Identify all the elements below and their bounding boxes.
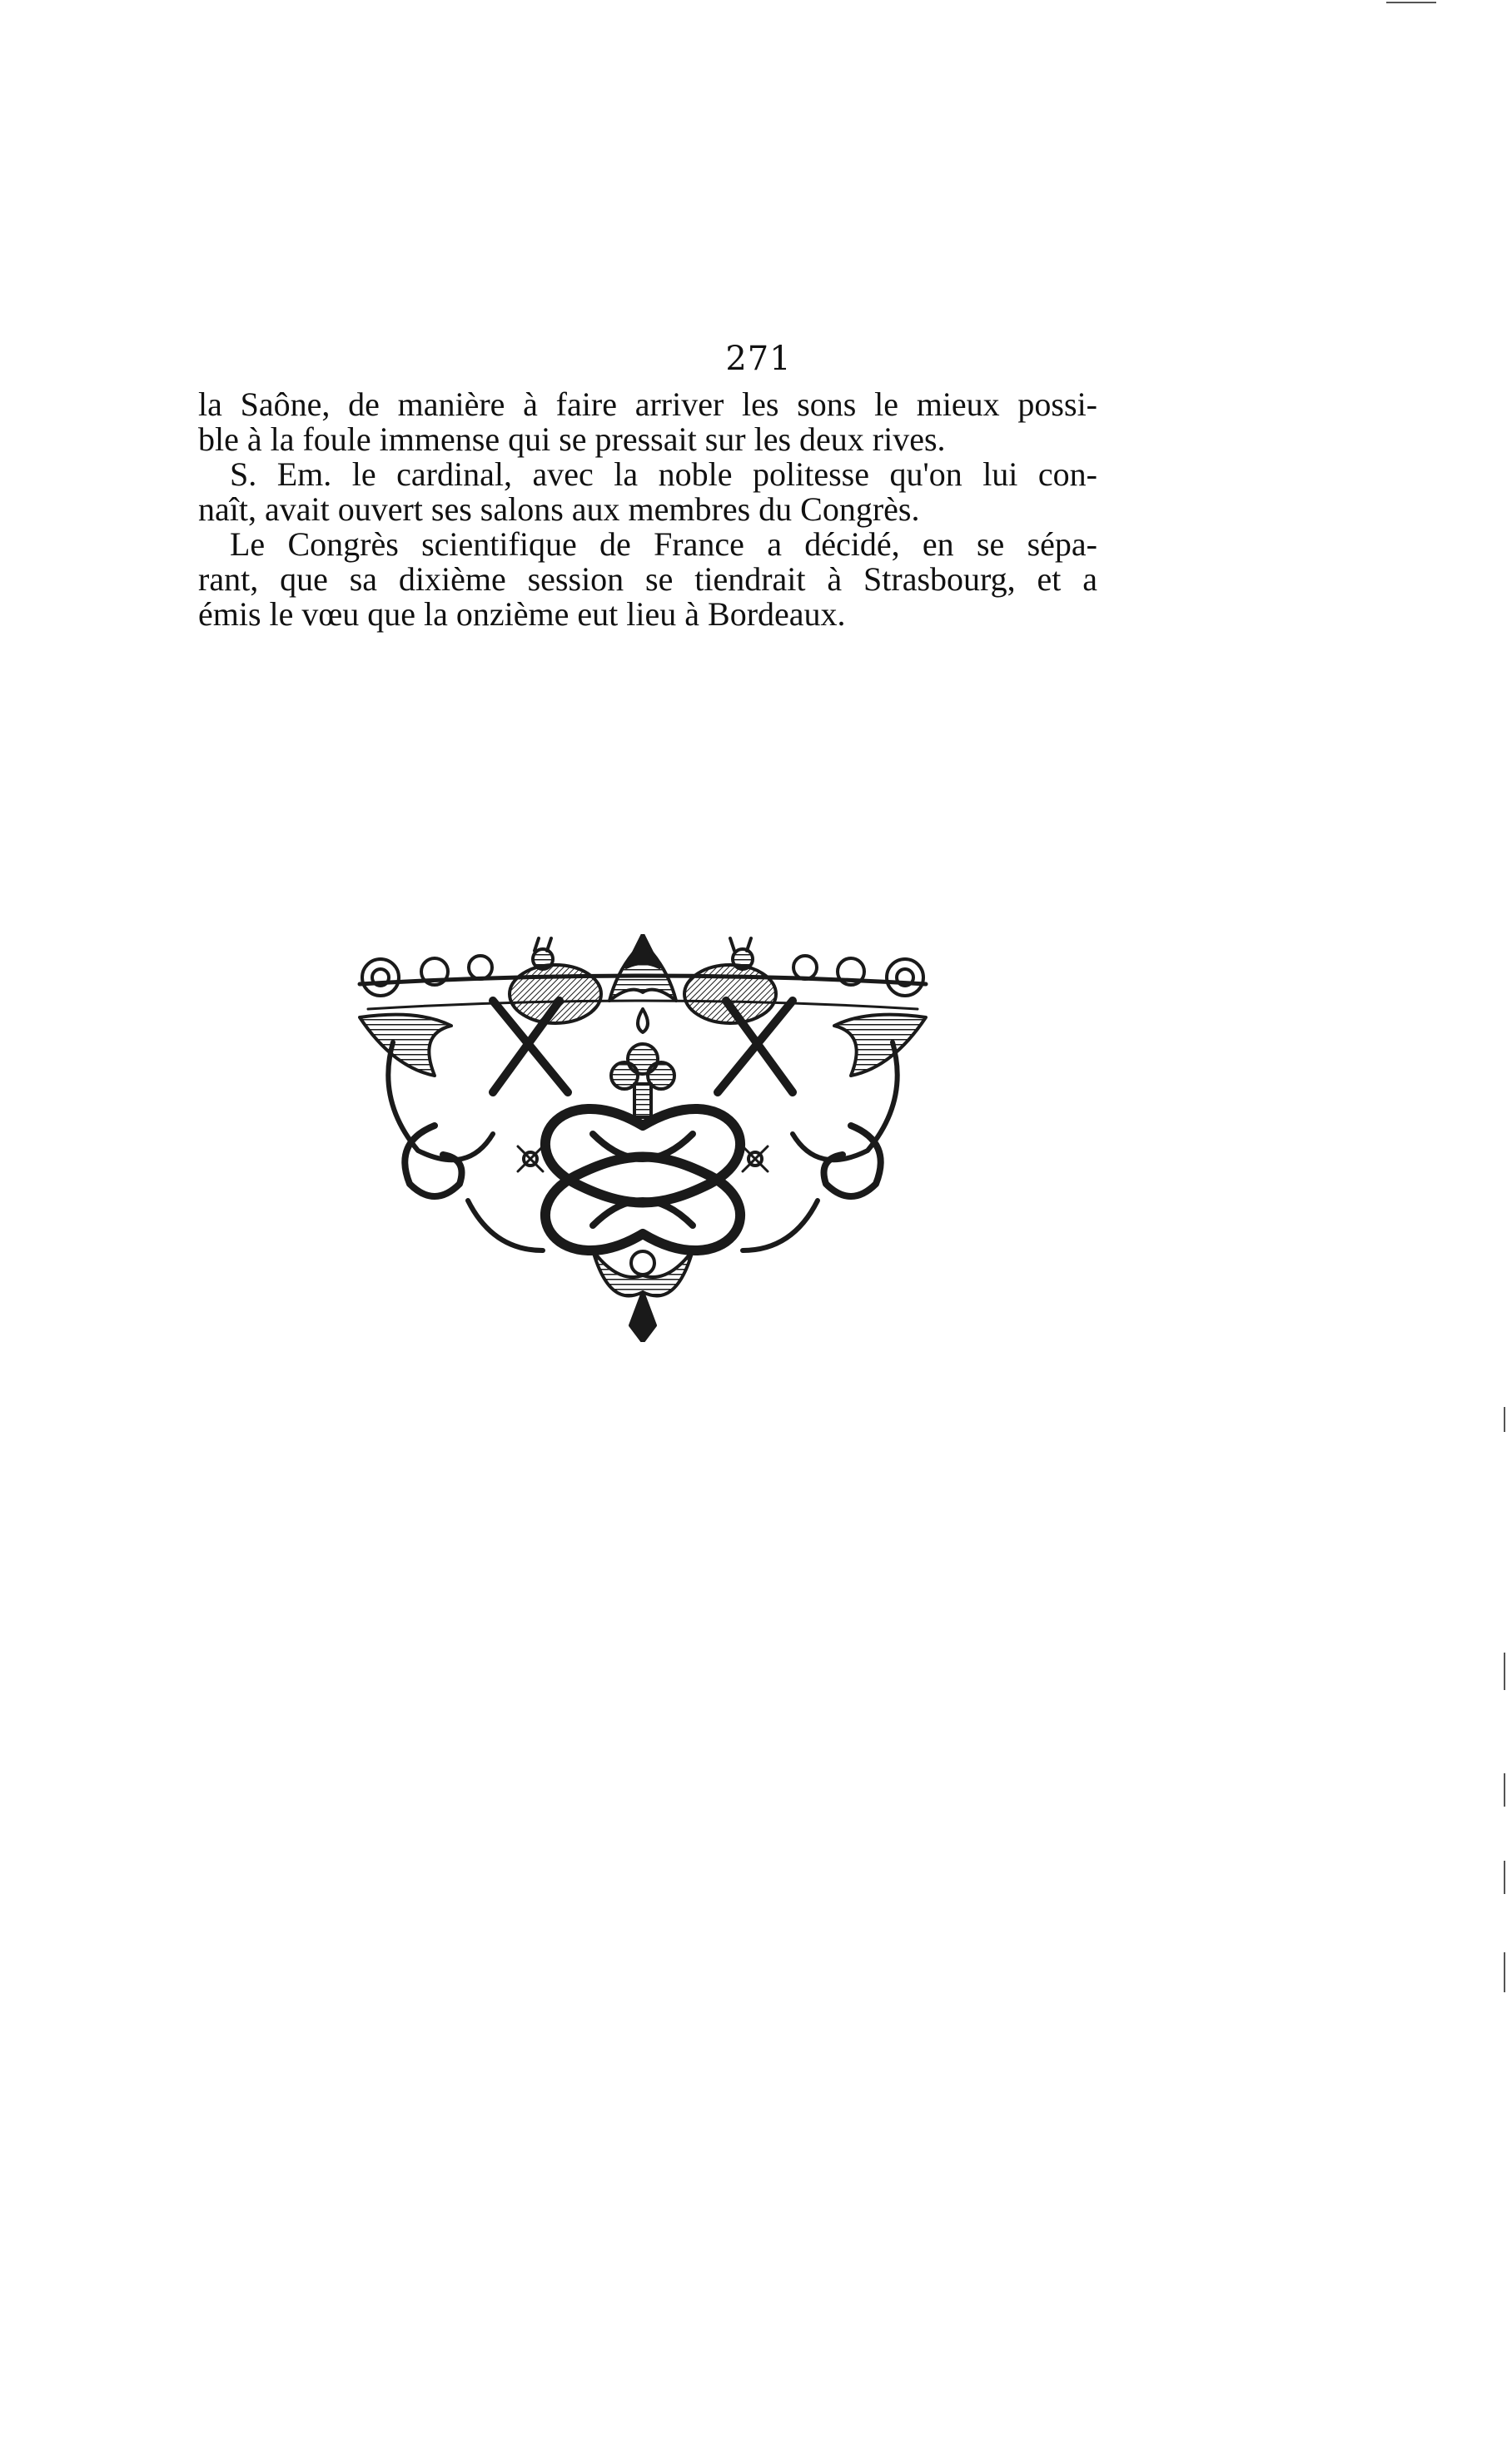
scan-mark bbox=[1504, 1773, 1505, 1807]
text-line: S. Em. le cardinal, avec la noble politesse qu'on lui con- bbox=[230, 455, 1097, 493]
fleuron-vignette-icon bbox=[343, 934, 943, 1342]
text-line: Le Congrès scientifique de France a décidé, en se sépa- bbox=[230, 525, 1097, 563]
text-line: ble à la foule immense qui se pressait sur les deux rives. bbox=[198, 420, 946, 458]
text-line: la Saône, de manière à faire arriver les sons le mieux possi- bbox=[198, 385, 1097, 423]
text-line: naît, avait ouvert ses salons aux membres du Congrès. bbox=[198, 490, 920, 528]
text-line: émis le vœu que la onzième eut lieu à Bordeaux. bbox=[198, 595, 846, 633]
scan-mark bbox=[1386, 2, 1436, 3]
scan-mark bbox=[1504, 1861, 1505, 1894]
text-line: rant, que sa dixième session se tiendrait à Strasbourg, et a bbox=[198, 560, 1097, 598]
scan-mark bbox=[1504, 1653, 1505, 1690]
body-text bbox=[198, 387, 1097, 632]
page-number: 271 bbox=[725, 340, 792, 378]
scan-mark bbox=[1504, 1952, 1505, 1992]
scan-mark bbox=[1504, 1407, 1505, 1432]
